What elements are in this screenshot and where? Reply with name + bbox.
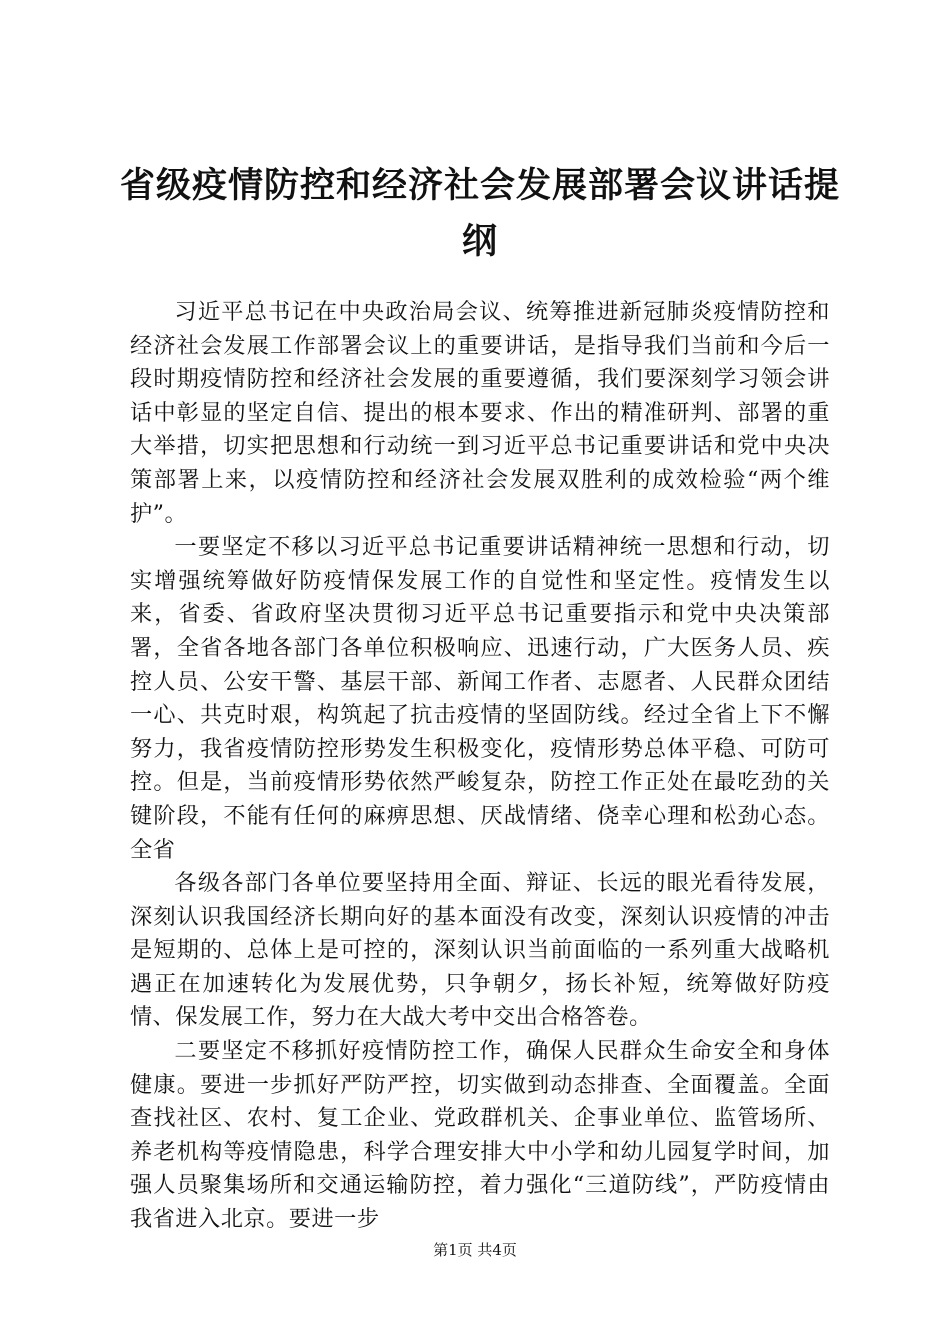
document-title: 省级疫情防控和经济社会发展部署会议讲话提纲 <box>120 166 841 262</box>
document-body <box>130 296 830 1237</box>
paragraph-point-one: 一要坚定不移以习近平总书记重要讲话精神统一思想和行动，切实增强统筹做好防疫情保发展工作的自觉性和坚定性。疫情发生以来，省委、省政府坚决贯彻习近平总书记重要指示和党中央决策部署，全省各地各部门各单位积极响应、迅速行动，广大医务人员、疾控人员、公安干警、基层干部、新闻工作者、志愿者、人民群众团结一心、共克时艰，构筑起了抗击疫情的坚固防线。经过全省上下不懈努力，我省疫情防控形势发生积极变化，疫情形势总体平稳、可防可控。但是，当前疫情形势依然严峻复杂，防控工作正处在最吃劲的关键阶段，不能有任何的麻痹思想、厌战情绪、侥幸心理和松劲心态。全省 <box>130 534 830 863</box>
paragraph-intro: 习近平总书记在中央政治局会议、统筹推进新冠肺炎疫情防控和经济社会发展工作部署会议上的重要讲话，是指导我们当前和今后一段时期疫情防控和经济社会发展的重要遵循，我们要深刻学习领会讲话中彰显的坚定自信、提出的根本要求、作出的精准研判、部署的重大举措，切实把思想和行动统一到习近平总书记重要讲话和党中央决策部署上来，以疫情防控和经济社会发展双胜利的成效检验“两个维护”。 <box>130 299 830 527</box>
paragraph-point-two: 二要坚定不移抓好疫情防控工作，确保人民群众生命安全和身体健康。要进一步抓好严防严控，切实做到动态排查、全面覆盖。全面查找社区、农村、复工企业、党政群机关、企事业单位、监管场所、养老机构等疫情隐患，科学合理安排大中小学和幼儿园复学时间，加强人员聚集场所和交通运输防控，着力强化“三道防线”，严防疫情由我省进入北京。要进一步 <box>130 1038 830 1233</box>
paragraph-continuation: 各级各部门各单位要坚持用全面、辩证、长远的眼光看待发展，深刻认识我国经济长期向好的基本面没有改变，深刻认识疫情的冲击是短期的、总体上是可控的，深刻认识当前面临的一系列重大战略机遇正在加速转化为发展优势，只争朝夕，扬长补短，统筹做好防疫情、保发展工作，努力在大战大考中交出合格答卷。 <box>130 870 830 1031</box>
page-footer: 第1页 共4页 <box>433 1241 517 1259</box>
